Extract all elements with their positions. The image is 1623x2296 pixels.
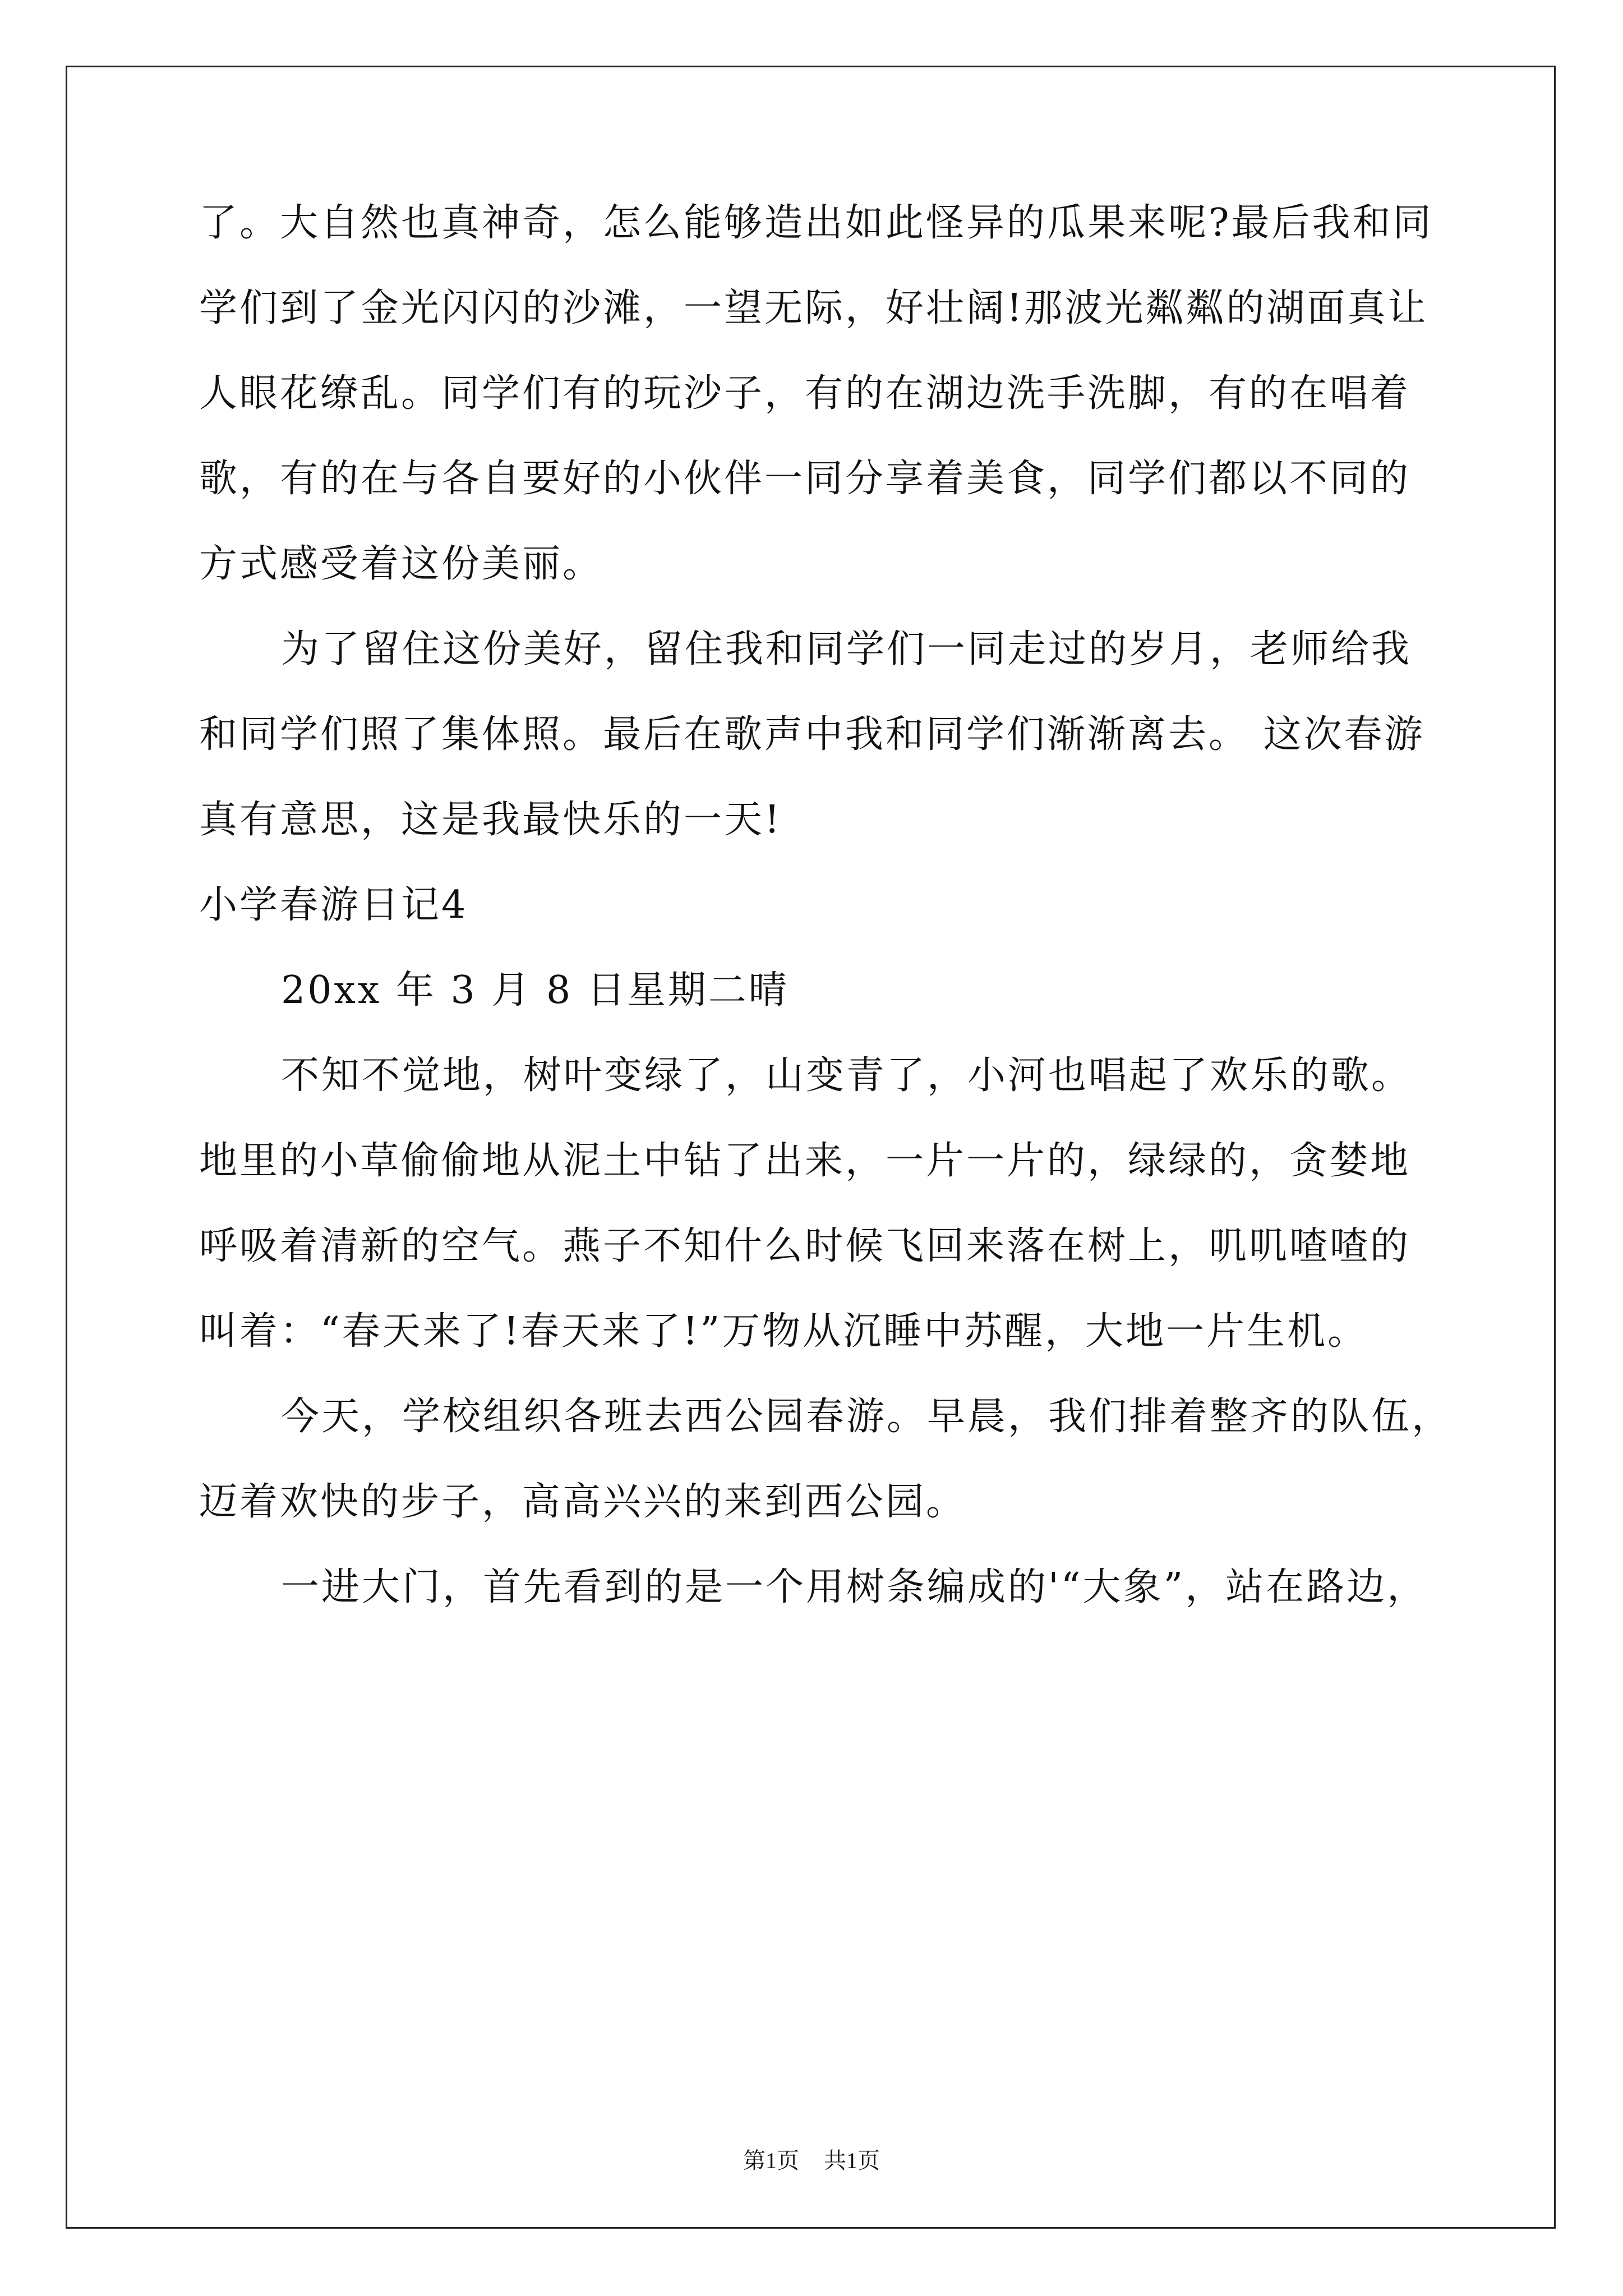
page-footer <box>0 2143 1623 2175</box>
paragraph-start-line: 不知不觉地，树叶变绿了，山变青了，小河也唱起了欢乐的歌。 <box>281 1053 1412 1098</box>
text-line: 呼吸着清新的空气。燕子不知什么时候飞回来落在树上，叽叽喳喳的 <box>199 1224 1411 1268</box>
section-heading: 小学春游日记4 <box>199 883 468 927</box>
text-line: 和同学们照了集体照。最后在歌声中我和同学们渐渐离去。 这次春游 <box>199 712 1425 757</box>
text-line: 方式感受着这份美丽。 <box>199 542 603 586</box>
text-line: 真有意思，这是我最快乐的一天! <box>199 798 782 842</box>
paragraph-start-line: 今天，学校组织各班去西公园春游。早晨，我们排着整齐的队伍， <box>281 1395 1453 1439</box>
text-line: 人眼花缭乱。同学们有的玩沙子，有的在湖边洗手洗脚，有的在唱着 <box>199 371 1411 416</box>
page-total: 共1页 <box>824 2148 880 2173</box>
paragraph-start-line: 一进大门，首先看到的是一个用树条编成的'“大象”，站在路边， <box>281 1565 1428 1609</box>
text-line: 歌，有的在与各自要好的小伙伴一同分享着美食，同学们都以不同的 <box>199 457 1411 501</box>
text-line: 学们到了金光闪闪的沙滩，一望无际，好壮阔!那波光粼粼的湖面真让 <box>199 286 1428 330</box>
text-line: 了。大自然也真神奇，怎么能够造出如此怪异的瓜果来呢?最后我和同 <box>199 201 1433 245</box>
page-number: 第1页 <box>743 2148 799 2173</box>
diary-date-line: 20xx 年 3 月 8 日星期二晴 <box>281 968 789 1013</box>
paragraph-start-line: 为了留住这份美好，留住我和同学们一同走过的岁月，老师给我 <box>281 627 1412 671</box>
text-line: 迈着欢快的步子，高高兴兴的来到西公园。 <box>199 1480 967 1524</box>
text-line: 叫着：“春天来了!春天来了!”万物从沉睡中苏醒，大地一片生机。 <box>199 1309 1368 1354</box>
text-line: 地里的小草偷偷地从泥土中钻了出来，一片一片的，绿绿的，贪婪地 <box>199 1139 1411 1183</box>
